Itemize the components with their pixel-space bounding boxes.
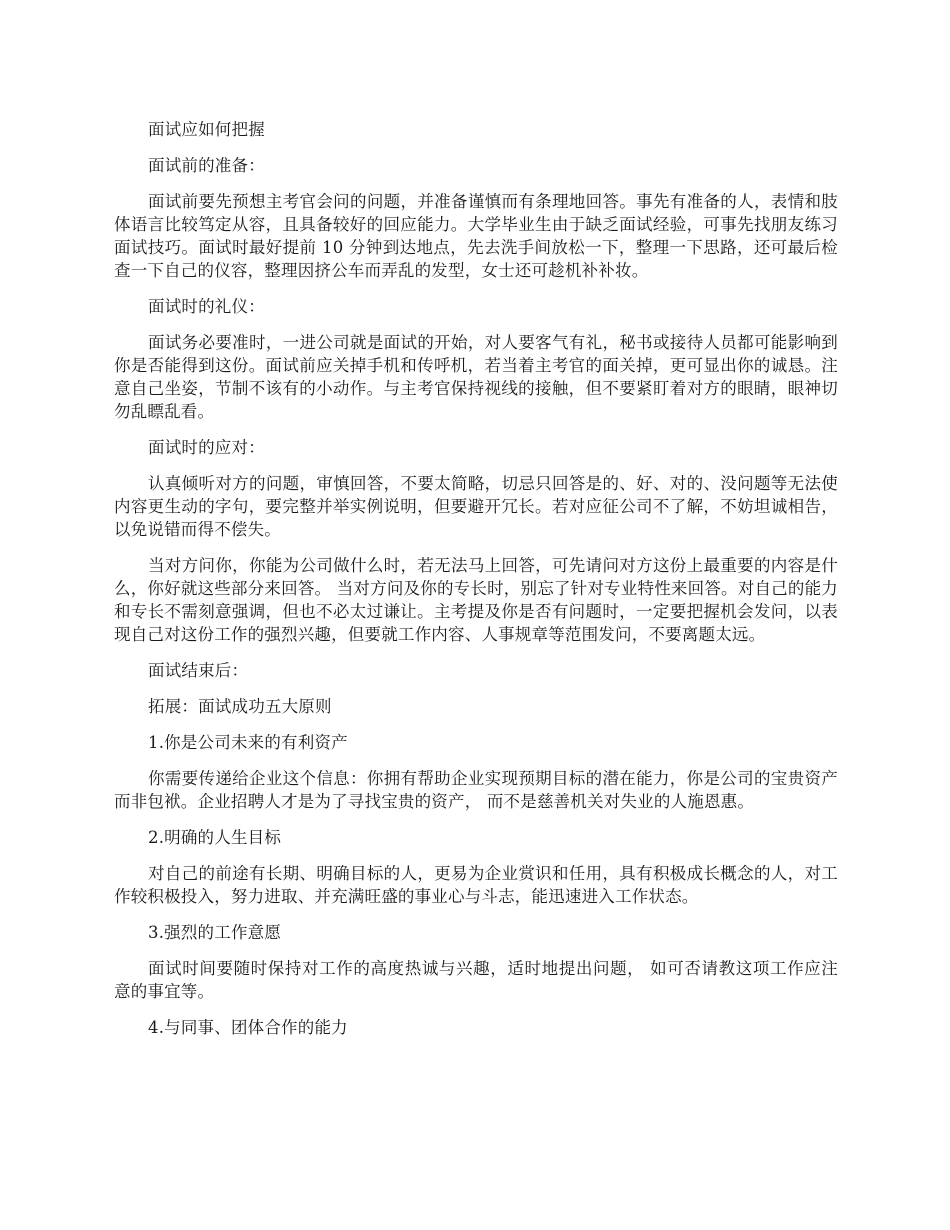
section-heading-preparation: 面试前的准备： [148,156,265,175]
paragraph-etiquette: 面试务必要准时，一进公司就是面试的开始，对人要客气有礼，秘书或接待人员都可能影响到你是否能得到这份。面试前应关掉手机和传呼机，若当着主考官的面关掉，更可显出你的诚恳。注意自己坐姿，节制不该有的小动作。与主考官保持视线的接触，但不要紧盯着对方的眼睛，眼神切勿乱瞟乱看。 [114,333,838,421]
principle-1-heading: 1.你是公司未来的有利资产 [148,733,348,752]
section-heading-after: 面试结束后： [148,661,249,680]
section-heading-etiquette: 面试时的礼仪： [148,297,265,316]
paragraph-response-1: 认真倾听对方的问题，审慎回答，不要太简略，切忌只回答是的、好、对的、没问题等无法使内容更生动的字句，要完整并举实例说明，但要避开冗长。若对应征公司不了解，不妨坦诚相告，以免说错而得不偿失。 [114,474,838,539]
principle-1-body: 你需要传递给企业这个信息：你拥有帮助企业实现预期目标的潜在能力，你是公司的宝贵资产而非包袱。企业招聘人才是为了寻找宝贵的资产， 而不是慈善机关对失业的人施恩惠。 [114,769,838,811]
paragraph-response-2: 当对方问你，你能为公司做什么时，若无法马上回答，可先请问对方这份上最重要的内容是什么，你好就这些部分来回答。 当对方问及你的专长时，别忘了针对专业特性来回答。对自己的能力和专长不需刻意强调，但也不必太过谦让。主考提及你是否有问题时，一定要把握机会发问，以表现自己对这份工作的强烈兴趣，但要就工作内容、人事规章等范围发问，不要离题太远。 [114,556,838,644]
section-heading-response: 面试时的应对： [148,438,265,457]
paragraph-preparation: 面试前要先预想主考官会问的问题，并准备谨慎而有条理地回答。事先有准备的人，表情和肢体语言比较笃定从容，且具备较好的回应能力。大学毕业生由于缺乏面试经验，可事先找朋友练习面试技巧。面试时最好提前 10 分钟到达地点，先去洗手间放松一下，整理一下思路，还可最后检查一下自己的仪容，整理因挤公车而弄乱的发型，女士还可趁机补补妆。 [114,192,838,280]
principle-3-heading: 3.强烈的工作意愿 [148,923,282,942]
document-title: 面试应如何把握 [148,120,265,139]
principle-3-body: 面试时间要随时保持对工作的高度热诚与兴趣，适时地提出问题， 如可否请教这项工作应注意的事宜等。 [114,959,838,1001]
document-body [114,118,838,1052]
principle-2-heading: 2.明确的人生目标 [148,828,282,847]
principle-2-body: 对自己的前途有长期、明确目标的人，更易为企业赏识和任用，具有积极成长概念的人，对工作较积极投入，努力进取、并充满旺盛的事业心与斗志，能迅速进入工作状态。 [114,864,838,906]
principle-4-heading: 4.与同事、团体合作的能力 [148,1018,348,1037]
section-heading-principles: 拓展：面试成功五大原则 [148,697,332,716]
